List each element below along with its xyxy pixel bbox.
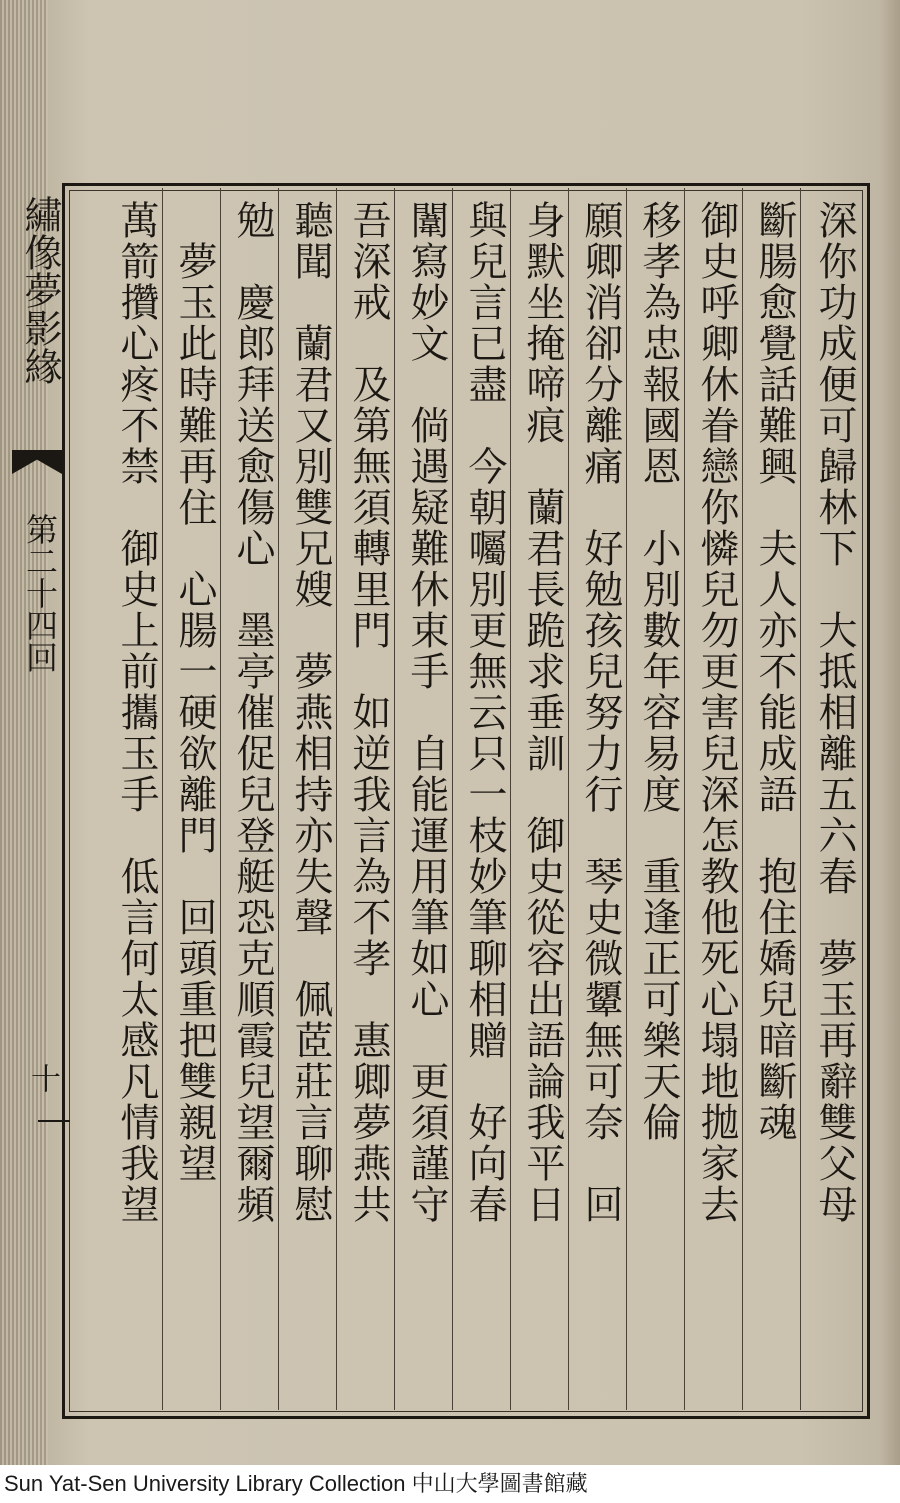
column-rule (394, 188, 395, 1410)
running-title: 繡像夢影緣 (18, 195, 62, 385)
column-rule (510, 188, 511, 1410)
text-column: 聽聞 蘭君又別雙兄嫂 夢燕相持亦失聲 佩茝莊言聊慰 (288, 200, 333, 1225)
text-column: 勉 慶郎拜送愈傷心 墨亭催促兒登艇恐克順霞兒望爾頻 (230, 200, 275, 1225)
column-rule (162, 188, 163, 1410)
collection-credit: Sun Yat-Sen University Library Collection 中山大學圖書館藏 (0, 1465, 900, 1503)
text-column: 斷腸愈覺話難興 夫人亦不能成語 抱住嬌兒暗斷魂 (752, 200, 797, 1143)
banxin-center-column (12, 183, 62, 1413)
text-column: 闈寫妙文 倘遇疑難休束手 自能運用筆如心 更須謹守 (404, 200, 449, 1225)
text-column: 吾深戒 及第無須轉里門 如逆我言為不孝 惠卿夢燕共 (346, 200, 391, 1225)
text-column: 身默坐掩啼痕 蘭君長跪求垂訓 御史從容出語論我平日 (520, 200, 565, 1225)
chapter-label: 第二十四回 (21, 513, 59, 673)
column-rule (452, 188, 453, 1410)
text-column: 御史呼卿休眷戀你憐兒勿更害兒深怎教他死心塌地拋家去 (694, 200, 739, 1225)
banxin-rule (38, 1120, 70, 1122)
column-rule (278, 188, 279, 1410)
column-rule (626, 188, 627, 1410)
column-rule (568, 188, 569, 1410)
text-column: 萬箭攢心疼不禁 御史上前攜玉手 低言何太感凡情我望 (114, 200, 159, 1225)
text-column: 移孝為忠報國恩 小別數年容易度 重逢正可樂天倫 (636, 200, 681, 1143)
text-column: 夢玉此時難再住 心腸一硬欲離門 回頭重把雙親望 (172, 200, 217, 1184)
text-column: 深你功成便可歸林下 大抵相離五六春 夢玉再辭雙父母 (812, 200, 857, 1225)
text-column: 與兒言已盡 今朝囑別更無云只一枝妙筆聊相贈 好向春 (462, 200, 507, 1225)
column-rule (684, 188, 685, 1410)
column-rule (220, 188, 221, 1410)
column-rule (800, 188, 801, 1410)
text-column: 願卿消卻分離痛 好勉孩兒努力行 琴史微顰無可奈 回 (578, 200, 623, 1225)
column-rule (742, 188, 743, 1410)
column-rule (336, 188, 337, 1410)
leaf-number: 十 (25, 1063, 60, 1093)
